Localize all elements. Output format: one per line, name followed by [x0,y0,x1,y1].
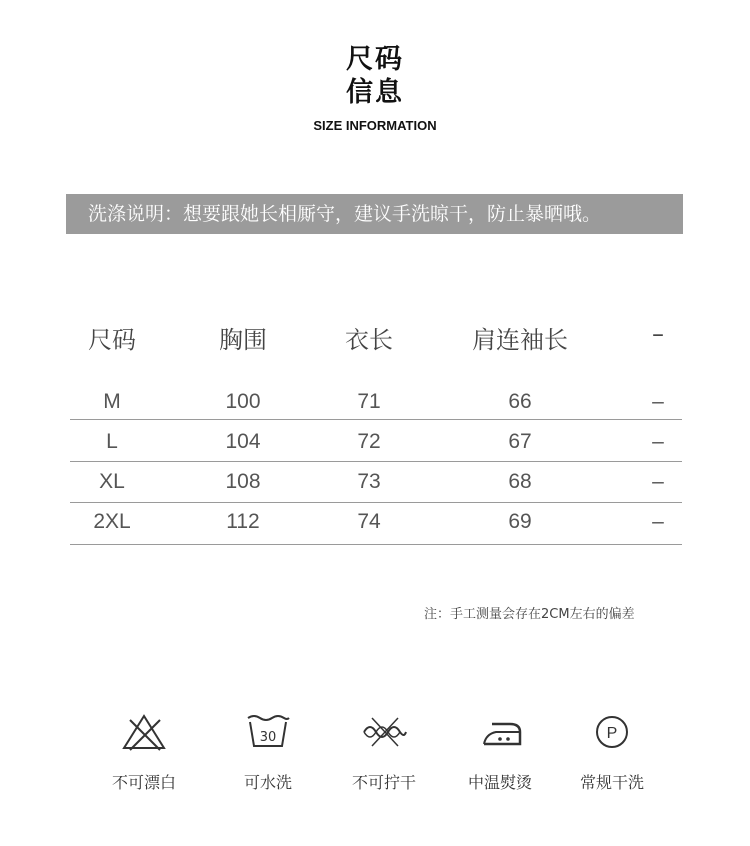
blank-cell: – [652,510,664,533]
chest-cell: 112 [226,510,260,533]
title-line-1: 尺码 [346,44,404,75]
care-label: 常规干洗 [579,773,644,792]
dry-clean-p-icon [588,712,636,752]
col-header-size: 尺码 [88,326,136,354]
size-cell: M [103,390,121,413]
col-header-blank: – [652,320,664,348]
care-item-iron [452,712,548,793]
blank-cell: – [652,430,664,453]
iron-medium-icon [476,712,524,752]
row-divider [70,419,682,420]
col-header-length: 衣长 [345,326,393,354]
wash-30-icon [244,712,292,752]
length-cell: 71 [357,390,381,413]
care-label: 不可漂白 [111,773,176,792]
care-item-washable [220,712,316,793]
no-wring-icon [360,712,408,752]
subtitle: SIZE INFORMATION [313,118,437,133]
care-label: 可水洗 [243,773,292,792]
size-cell: L [106,430,118,453]
measurement-note: 注：手工测量会存在2CM左右的偏差 [424,607,635,622]
care-label: 不可拧干 [351,773,416,792]
care-label: 中温熨烫 [467,773,532,792]
no-bleach-icon [120,712,168,752]
chest-cell: 100 [225,390,261,413]
size-cell: XL [99,470,125,493]
blank-cell: – [652,470,664,493]
size-cell: 2XL [93,510,131,533]
row-divider [70,544,682,545]
wash-instructions-banner: 洗涤说明：想要跟她长相厮守，建议手洗晾干，防止暴晒哦。 [66,194,683,234]
sleeve-cell: 67 [508,430,532,453]
sleeve-cell: 68 [508,470,532,493]
title-line-2: 信息 [346,77,404,108]
col-header-sleeve: 肩连袖长 [472,326,568,354]
length-cell: 73 [357,470,381,493]
col-header-chest: 胸围 [219,326,267,354]
length-cell: 74 [357,510,381,533]
dry-clean-letter: P [606,725,618,742]
chest-cell: 108 [225,470,261,493]
row-divider [70,502,682,503]
row-divider [70,461,682,462]
sleeve-cell: 66 [508,390,532,413]
length-cell: 72 [357,430,381,453]
blank-cell: – [652,390,664,413]
care-item-no-bleach [96,712,192,793]
sleeve-cell: 69 [508,510,532,533]
care-item-dry-clean [564,712,660,793]
care-item-no-wring [336,712,432,793]
wash-temperature: 30 [259,730,277,745]
chest-cell: 104 [225,430,261,453]
